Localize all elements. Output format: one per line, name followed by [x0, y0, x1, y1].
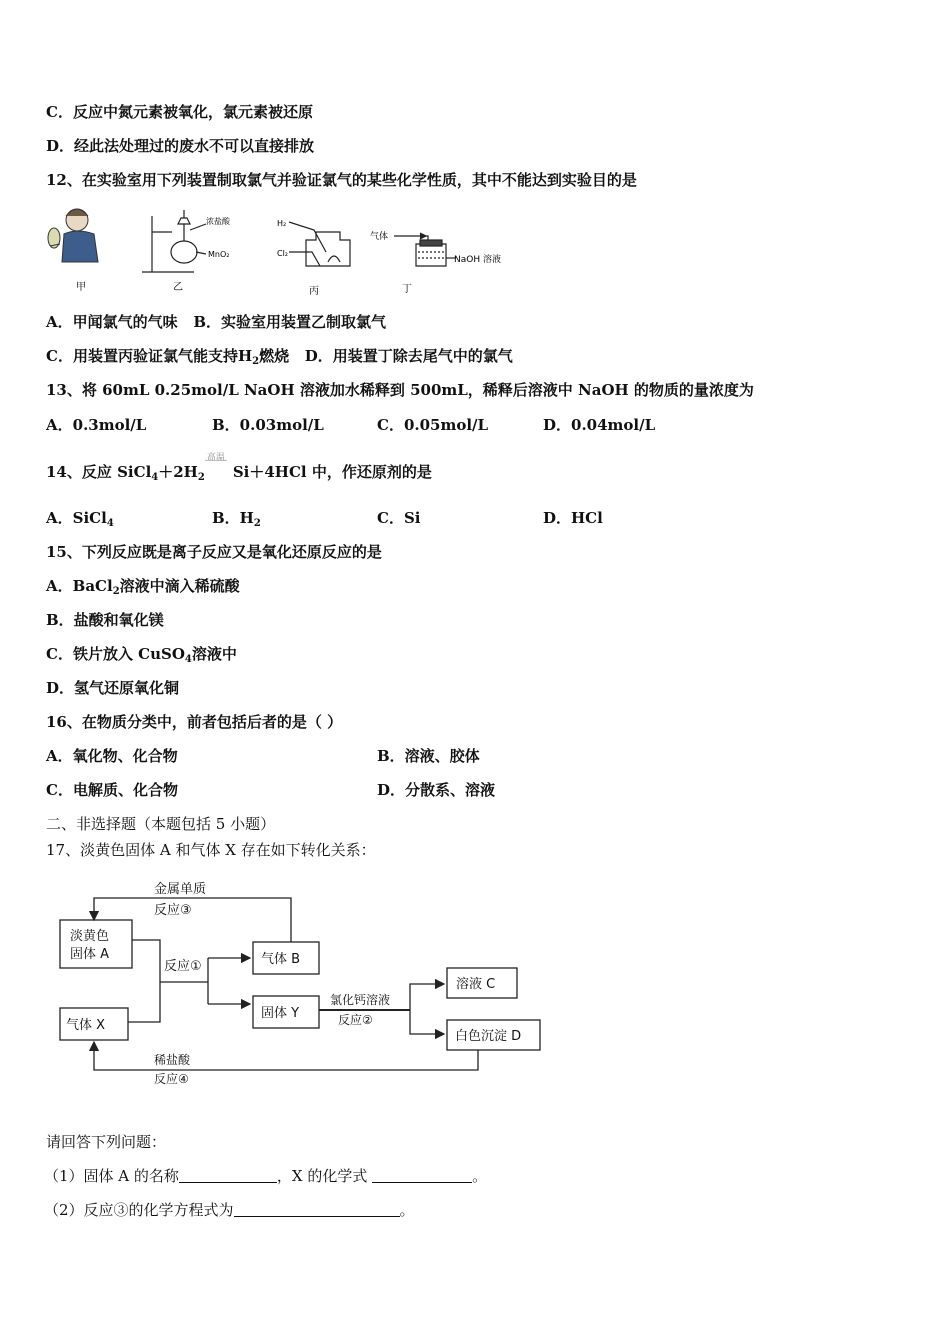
label-solid-y: 固体 Y — [261, 1006, 300, 1021]
label-naoh: NaOH 溶液 — [454, 255, 501, 265]
label-jia: 甲 — [76, 282, 86, 293]
label-dilute-hcl: 稀盐酸 — [154, 1053, 191, 1067]
q17-sub1: （1）固体 A 的名称 ，X 的化学式 。 — [44, 1167, 488, 1185]
q13-option-b: B．0.03mol/L — [212, 416, 324, 434]
q15-option-c: C．铁片放入 CuSO$_4$溶液中 — [46, 645, 237, 665]
label-gas: 气体 — [370, 232, 389, 242]
q16-option-d: D．分散系、溶液 — [377, 781, 496, 799]
label-conc-hcl: 浓盐酸 — [206, 217, 230, 226]
q16-stem: 16、在物质分类中，前者包括后者的是（ ） — [46, 713, 343, 731]
q12-options-cd — [46, 346, 513, 366]
label-reaction4: 反应④ — [154, 1072, 189, 1086]
label-box-a-1: 淡黄色 — [70, 929, 110, 944]
q12-stem: 12、在实验室用下列装置制取氯气并验证氯气的某些化学性质，其中不能达到实验目的是 — [46, 171, 637, 189]
q12-apparatus-figure — [44, 200, 524, 300]
q15-option-a: A．BaCl$_2$溶液中滴入稀硫酸 — [46, 577, 240, 597]
label-precipitate-d: 白色沉淀 D — [455, 1029, 522, 1044]
q13-option-d: D．0.04mol/L — [543, 416, 656, 434]
q16-option-c: C．电解质、化合物 — [46, 781, 178, 799]
label-metal: 金属单质 — [154, 882, 207, 897]
chlorine-generator-figure — [142, 210, 206, 272]
q11-option-c: C．反应中氮元素被氧化，氯元素被还原 — [46, 103, 313, 121]
q17-flow-diagram — [54, 876, 554, 1088]
combustion-jar-figure — [289, 222, 350, 266]
answer-blank-name[interactable] — [179, 1168, 277, 1183]
q14-option-b: B．$H_2$ — [212, 509, 261, 529]
q14-stem: 14、反应 $SiCl_4+2H_2$ 高温 Si＋4HCl 中，作还原剂的是 — [46, 462, 432, 482]
q14-option-d: D．HCl — [543, 509, 603, 527]
reaction-condition: 高温 — [206, 453, 225, 463]
q17-stem: 17、淡黄色固体 A 和气体 X 存在如下转化关系： — [46, 841, 376, 859]
label-solution-c: 溶液 C — [456, 977, 496, 992]
label-cacl2: 氯化钙溶液 — [330, 993, 391, 1007]
q12-option-d: D．用装置丁除去尾气中的氯气 — [304, 347, 513, 365]
q12-option-b: B．实验室用装置乙制取氯气 — [193, 313, 386, 331]
q17-sub2: （2）反应③的化学方程式为 。 — [44, 1201, 415, 1219]
q17-prompt: 请回答下列问题： — [46, 1133, 167, 1151]
q15-option-b: B．盐酸和氧化镁 — [46, 611, 164, 629]
label-bing: 丙 — [309, 286, 319, 297]
label-reaction2: 反应② — [338, 1013, 373, 1027]
person-smelling-figure — [48, 209, 98, 262]
label-reaction1: 反应① — [164, 959, 202, 974]
label-box-a-2: 固体 A — [70, 947, 110, 962]
label-mno2: MnO₂ — [208, 250, 230, 259]
q16-option-a: A．氧化物、化合物 — [46, 747, 178, 765]
answer-blank-equation[interactable] — [234, 1202, 400, 1217]
q15-option-d: D．氢气还原氧化铜 — [46, 679, 180, 697]
q13-stem: 13、将 60mL 0.25mol/L NaOH 溶液加水稀释到 500mL，稀释后溶液中 NaOH 的物质的量浓度为 — [46, 381, 754, 399]
q13-option-c: C．0.05mol/L — [377, 416, 489, 434]
label-gas-b: 气体 B — [261, 952, 301, 967]
label-cl2: Cl₂ — [277, 249, 289, 258]
q14-option-c: C．Si — [377, 509, 421, 527]
q13-option-a: A．0.3mol/L — [46, 416, 147, 434]
label-ding: 丁 — [402, 284, 412, 295]
answer-blank-formula[interactable] — [372, 1168, 472, 1183]
q14-option-a: A．SiCl$_4$ — [46, 509, 114, 529]
label-gas-x: 气体 X — [66, 1018, 106, 1033]
q11-option-d: D．经此法处理过的废水不可以直接排放 — [46, 137, 315, 155]
label-yi: 乙 — [173, 282, 183, 293]
q12-options-ab — [46, 312, 386, 332]
q12-option-c: C．用装置丙验证氯气能支持$H_2$燃烧 — [46, 347, 290, 367]
q15-stem: 15、下列反应既是离子反应又是氧化还原反应的是 — [46, 543, 382, 561]
q16-option-b: B．溶液、胶体 — [377, 747, 480, 765]
section-heading: 二、非选择题（本题包括 5 小题） — [46, 815, 276, 833]
q12-option-a: A．甲闻氯气的气味 — [46, 313, 178, 331]
absorption-bottle-figure — [394, 233, 456, 266]
label-h2: H₂ — [277, 219, 287, 228]
label-reaction3: 反应③ — [154, 903, 192, 918]
